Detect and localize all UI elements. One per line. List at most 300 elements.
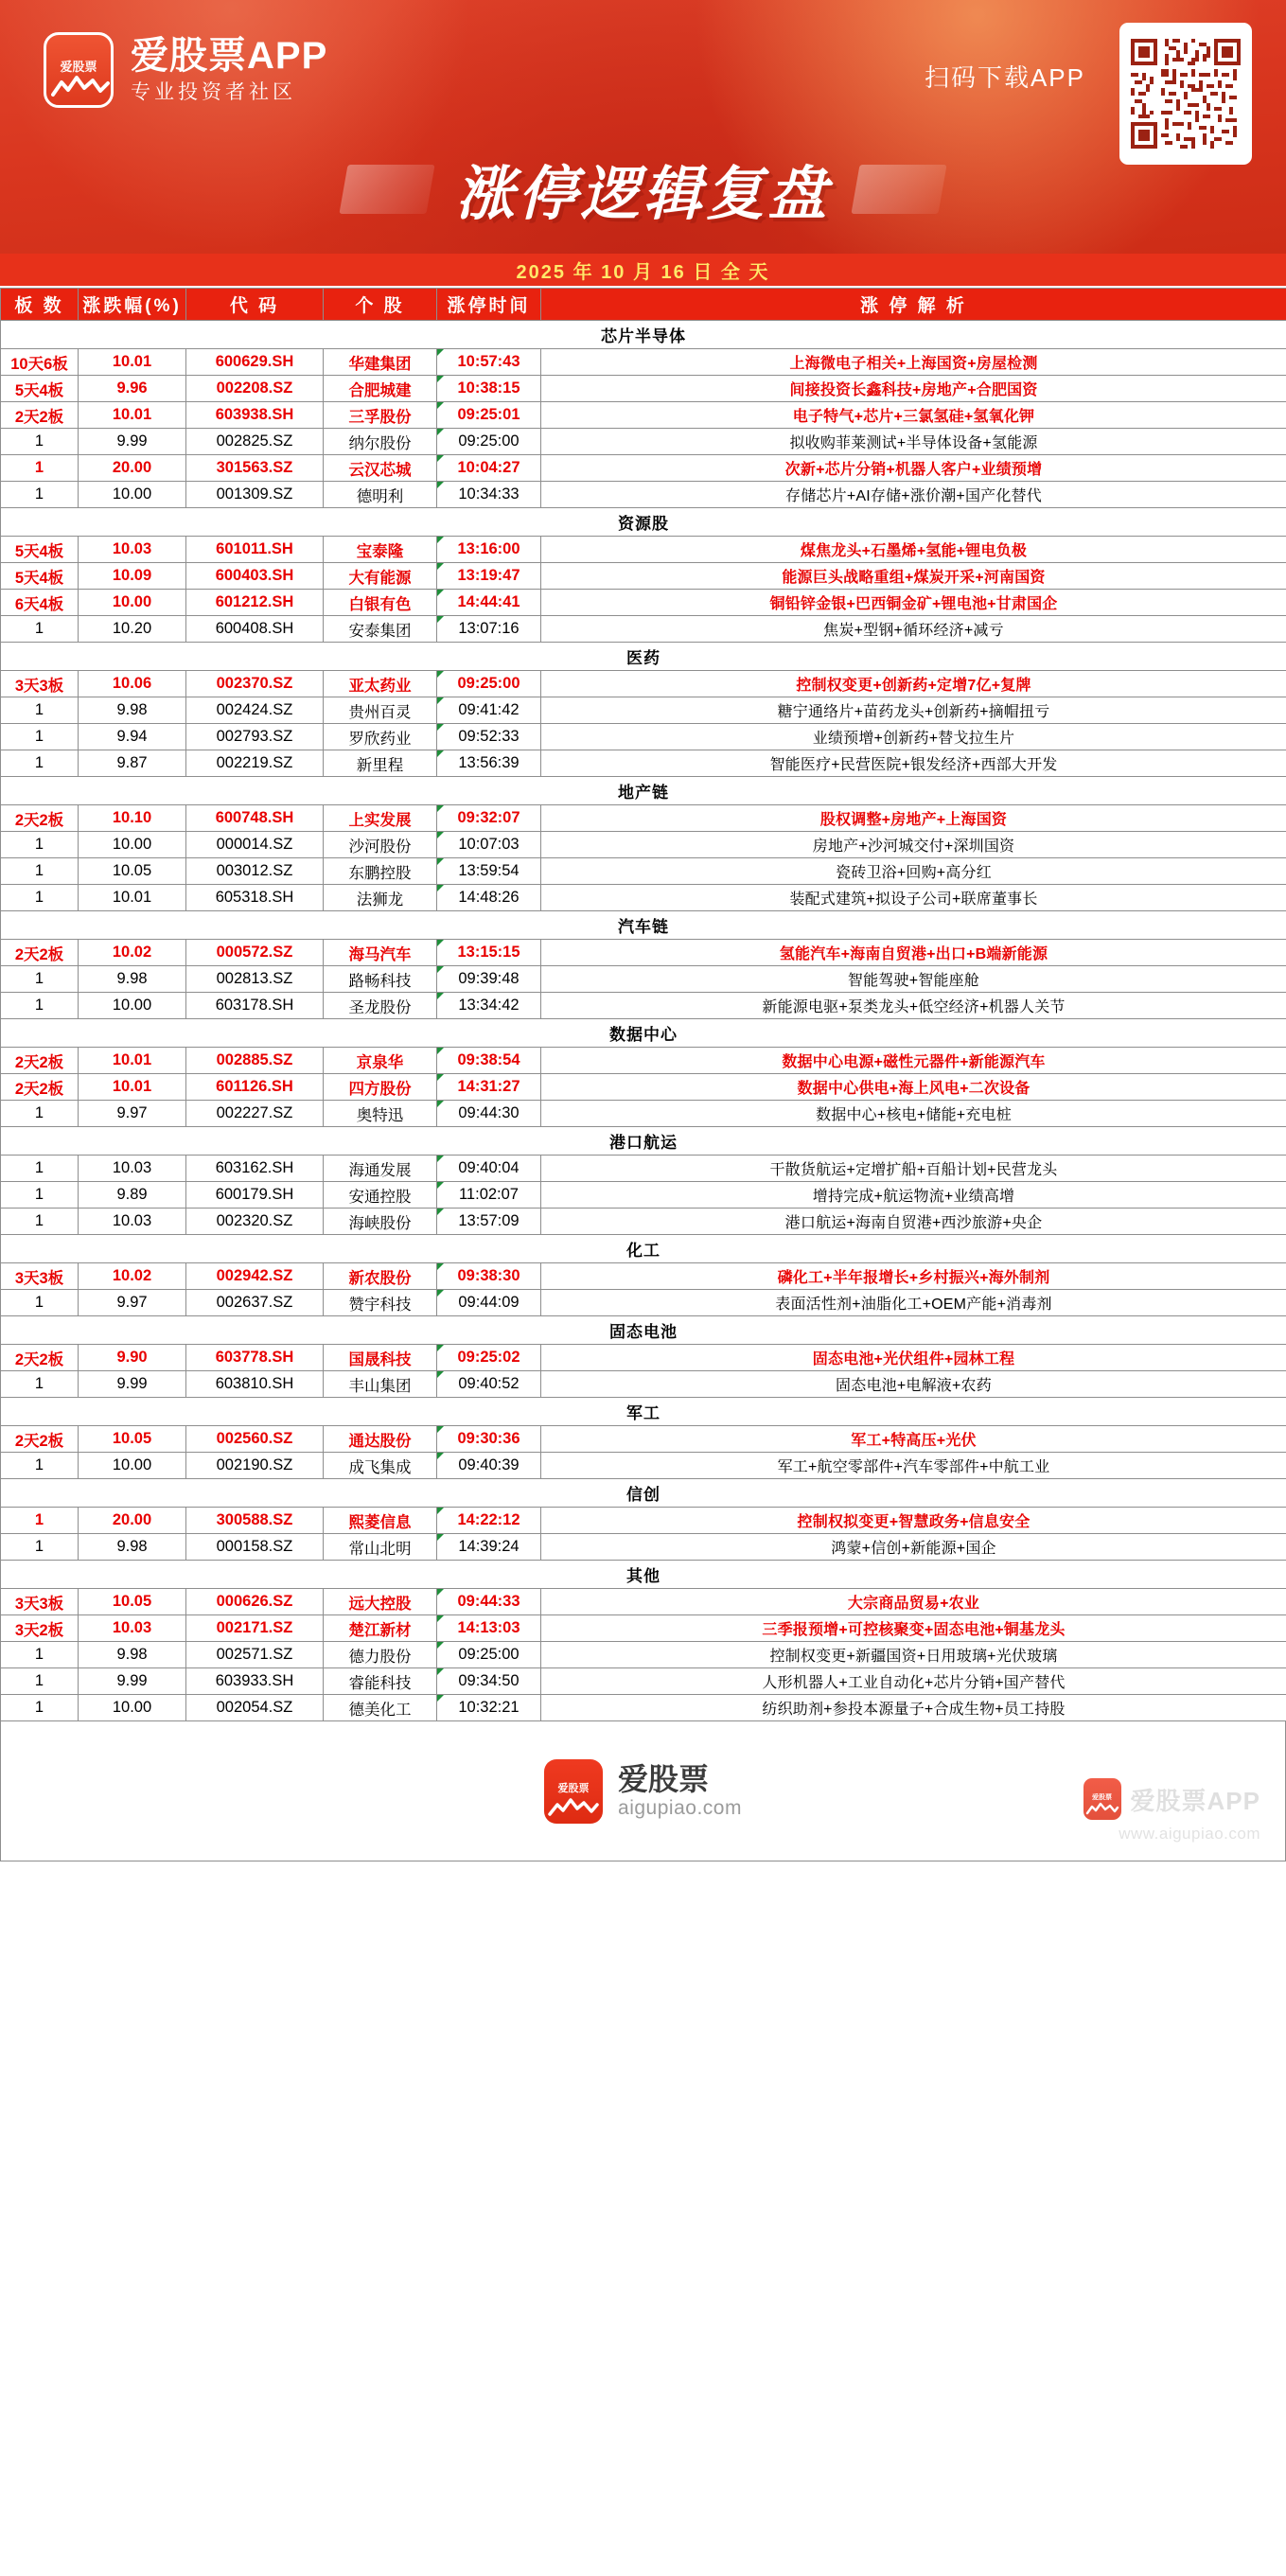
- limit-up-time-cell: 13:34:42: [437, 993, 541, 1019]
- banner-title-text: 涨停逻辑复盘: [455, 162, 831, 227]
- limit-up-reason-cell: 业绩预增+创新药+替戈拉生片: [541, 724, 1286, 750]
- change-percent-cell: 9.89: [79, 1182, 186, 1209]
- col-header-note: 涨 停 解 析: [541, 289, 1286, 321]
- change-percent-cell: 10.05: [79, 858, 186, 885]
- board-count-cell: 1: [1, 482, 79, 508]
- limit-up-reason-cell: 控制权拟变更+智慧政务+信息安全: [541, 1508, 1286, 1534]
- sector-name: 其他: [1, 1561, 1286, 1589]
- board-count-cell: 1: [1, 1101, 79, 1127]
- date-bar-text: 2025 年 10 月 16 日 全 天: [516, 261, 770, 283]
- sector-header-row: [1, 643, 1286, 671]
- table-row[interactable]: [1, 885, 1286, 911]
- change-percent-cell: 10.01: [79, 349, 186, 376]
- limit-up-time-cell: 13:16:00: [437, 537, 541, 563]
- limit-up-time-cell: 09:38:54: [437, 1048, 541, 1074]
- board-count-cell: 1: [1, 1182, 79, 1209]
- change-percent-cell: 9.98: [79, 697, 186, 724]
- sector-header-row: [1, 1235, 1286, 1263]
- table-row[interactable]: [1, 402, 1286, 429]
- board-count-cell: 1: [1, 1209, 79, 1235]
- app-logo-text: 爱股票: [60, 59, 97, 74]
- sector-name: 医药: [1, 643, 1286, 671]
- footer-brand-url: aigupiao.com: [618, 1796, 742, 1819]
- change-percent-cell: 10.01: [79, 885, 186, 911]
- stock-code-cell: 001309.SZ: [186, 482, 324, 508]
- change-percent-cell: 9.94: [79, 724, 186, 750]
- table-row[interactable]: [1, 1615, 1286, 1642]
- limit-up-reason-cell: 糖宁通络片+苗药龙头+创新药+摘帽扭亏: [541, 697, 1286, 724]
- col-header-code: 代 码: [186, 289, 324, 321]
- stock-code-cell: 002942.SZ: [186, 1263, 324, 1290]
- table-row[interactable]: [1, 1290, 1286, 1316]
- limit-up-reason-cell: 拟收购菲莱测试+半导体设备+氢能源: [541, 429, 1286, 455]
- limit-up-time-cell: 14:13:03: [437, 1615, 541, 1642]
- table-row[interactable]: [1, 1182, 1286, 1209]
- board-count-cell: 1: [1, 832, 79, 858]
- limit-up-reason-cell: 数据中心供电+海上风电+二次设备: [541, 1074, 1286, 1101]
- sector-header-row: [1, 1479, 1286, 1508]
- sector-header-row: [1, 1316, 1286, 1345]
- limit-up-reason-cell: 瓷砖卫浴+回购+高分红: [541, 858, 1286, 885]
- stock-name-cell: 丰山集团: [324, 1371, 437, 1398]
- change-percent-cell: 10.03: [79, 1615, 186, 1642]
- stock-code-cell: 002793.SZ: [186, 724, 324, 750]
- stock-name-cell: 合肥城建: [324, 376, 437, 402]
- limit-up-reason-cell: 间接投资长鑫科技+房地产+合肥国资: [541, 376, 1286, 402]
- table-row[interactable]: [1, 1048, 1286, 1074]
- sector-header-row: [1, 1019, 1286, 1048]
- board-count-cell: 1: [1, 858, 79, 885]
- watermark-url: www.aigupiao.com: [1119, 1825, 1260, 1843]
- board-count-cell: 1: [1, 455, 79, 482]
- table-row[interactable]: [1, 1209, 1286, 1235]
- stock-name-cell: 海通发展: [324, 1156, 437, 1182]
- banner-ribbon-right-icon: [851, 165, 946, 214]
- table-row[interactable]: [1, 1642, 1286, 1668]
- board-count-cell: 2天2板: [1, 1048, 79, 1074]
- sector-header-row: [1, 1398, 1286, 1426]
- board-count-cell: 1: [1, 1534, 79, 1561]
- change-percent-cell: 10.00: [79, 993, 186, 1019]
- limit-up-time-cell: 10:04:27: [437, 455, 541, 482]
- board-count-cell: 2天2板: [1, 940, 79, 966]
- table-row[interactable]: [1, 858, 1286, 885]
- change-percent-cell: 9.99: [79, 1668, 186, 1695]
- limit-up-reason-cell: 能源巨头战略重组+煤炭开采+河南国资: [541, 563, 1286, 590]
- board-count-cell: 1: [1, 697, 79, 724]
- limit-up-reason-cell: 焦炭+型钢+循环经济+减亏: [541, 616, 1286, 643]
- stock-code-cell: 002424.SZ: [186, 697, 324, 724]
- change-percent-cell: 9.99: [79, 1371, 186, 1398]
- table-row[interactable]: [1, 724, 1286, 750]
- board-count-cell: 1: [1, 750, 79, 777]
- watermark-row: [1083, 1778, 1260, 1820]
- limit-up-reason-cell: 智能医疗+民营医院+银发经济+西部大开发: [541, 750, 1286, 777]
- stock-code-cell: 002171.SZ: [186, 1615, 324, 1642]
- limit-up-time-cell: 09:52:33: [437, 724, 541, 750]
- table-row[interactable]: [1, 832, 1286, 858]
- limit-up-reason-cell: 煤焦龙头+石墨烯+氢能+锂电负极: [541, 537, 1286, 563]
- stock-name-cell: 睿能科技: [324, 1668, 437, 1695]
- stock-code-cell: 301563.SZ: [186, 455, 324, 482]
- sector-name: 固态电池: [1, 1316, 1286, 1345]
- table-row[interactable]: [1, 1695, 1286, 1721]
- limit-up-reason-cell: 表面活性剂+油脂化工+OEM产能+消毒剂: [541, 1290, 1286, 1316]
- change-percent-cell: 9.97: [79, 1290, 186, 1316]
- change-percent-cell: 9.90: [79, 1345, 186, 1371]
- limit-up-reason-cell: 大宗商品贸易+农业: [541, 1589, 1286, 1615]
- sector-header-row: [1, 1561, 1286, 1589]
- stock-code-cell: 603938.SH: [186, 402, 324, 429]
- sector-header-row: [1, 321, 1286, 349]
- table-row[interactable]: [1, 616, 1286, 643]
- limit-up-time-cell: 09:39:48: [437, 966, 541, 993]
- stock-code-cell: 002571.SZ: [186, 1642, 324, 1668]
- stock-code-cell: 002190.SZ: [186, 1453, 324, 1479]
- change-percent-cell: 10.05: [79, 1589, 186, 1615]
- limit-up-time-cell: 14:39:24: [437, 1534, 541, 1561]
- limit-up-reason-cell: 三季报预增+可控核聚变+固态电池+铜基龙头: [541, 1615, 1286, 1642]
- board-count-cell: 3天3板: [1, 1263, 79, 1290]
- limit-up-reason-cell: 数据中心电源+磁性元器件+新能源汽车: [541, 1048, 1286, 1074]
- change-percent-cell: 10.03: [79, 1156, 186, 1182]
- limit-up-time-cell: 09:25:01: [437, 402, 541, 429]
- qr-code-icon: [1131, 39, 1241, 149]
- app-title-block: [131, 36, 327, 103]
- stock-name-cell: 德美化工: [324, 1695, 437, 1721]
- sector-name: 数据中心: [1, 1019, 1286, 1048]
- stock-name-cell: 四方股份: [324, 1074, 437, 1101]
- app-tagline: 专业投资者社区: [131, 81, 296, 104]
- sector-header-row: [1, 777, 1286, 805]
- date-bar: [0, 254, 1286, 288]
- stock-name-cell: 德力股份: [324, 1642, 437, 1668]
- page-footer: [0, 1721, 1286, 1861]
- change-percent-cell: 10.05: [79, 1426, 186, 1453]
- change-percent-cell: 10.01: [79, 1074, 186, 1101]
- table-row[interactable]: [1, 537, 1286, 563]
- banner-title: [0, 147, 1286, 231]
- table-row[interactable]: [1, 455, 1286, 482]
- board-count-cell: 1: [1, 885, 79, 911]
- change-percent-cell: 9.98: [79, 966, 186, 993]
- board-count-cell: 1: [1, 1290, 79, 1316]
- sector-name: 化工: [1, 1235, 1286, 1263]
- board-count-cell: 3天3板: [1, 1589, 79, 1615]
- stock-code-cell: 002560.SZ: [186, 1426, 324, 1453]
- table-row[interactable]: [1, 993, 1286, 1019]
- limit-up-time-cell: 09:40:39: [437, 1453, 541, 1479]
- stock-code-cell: 002885.SZ: [186, 1048, 324, 1074]
- stock-code-cell: 002370.SZ: [186, 671, 324, 697]
- board-count-cell: 3天3板: [1, 671, 79, 697]
- table-row[interactable]: [1, 482, 1286, 508]
- sector-name: 港口航运: [1, 1127, 1286, 1156]
- stock-name-cell: 新农股份: [324, 1263, 437, 1290]
- board-count-cell: 1: [1, 616, 79, 643]
- table-header: [1, 289, 1286, 321]
- limit-up-reason-cell: 智能驾驶+智能座舱: [541, 966, 1286, 993]
- limit-up-time-cell: 09:40:04: [437, 1156, 541, 1182]
- stock-code-cell: 002208.SZ: [186, 376, 324, 402]
- limit-up-reason-cell: 固态电池+光伏组件+园林工程: [541, 1345, 1286, 1371]
- table-row[interactable]: [1, 966, 1286, 993]
- change-percent-cell: 10.00: [79, 832, 186, 858]
- footer-logo-icon: [544, 1759, 603, 1824]
- stock-name-cell: 华建集团: [324, 349, 437, 376]
- stock-name-cell: 远大控股: [324, 1589, 437, 1615]
- app-brand: [44, 32, 327, 108]
- limit-up-reason-cell: 增持完成+航运物流+业绩高增: [541, 1182, 1286, 1209]
- board-count-cell: 1: [1, 1371, 79, 1398]
- limit-up-time-cell: 13:59:54: [437, 858, 541, 885]
- stock-code-cell: 002054.SZ: [186, 1695, 324, 1721]
- stock-name-cell: 赞宇科技: [324, 1290, 437, 1316]
- limit-up-time-cell: 10:34:33: [437, 482, 541, 508]
- board-count-cell: 1: [1, 1453, 79, 1479]
- sector-name: 军工: [1, 1398, 1286, 1426]
- stock-code-cell: 600179.SH: [186, 1182, 324, 1209]
- stock-name-cell: 海马汽车: [324, 940, 437, 966]
- change-percent-cell: 9.98: [79, 1534, 186, 1561]
- sector-name: 芯片半导体: [1, 321, 1286, 349]
- board-count-cell: 2天2板: [1, 1074, 79, 1101]
- change-percent-cell: 10.00: [79, 590, 186, 616]
- stock-code-cell: 603933.SH: [186, 1668, 324, 1695]
- table-row[interactable]: [1, 1263, 1286, 1290]
- stock-name-cell: 东鹏控股: [324, 858, 437, 885]
- scan-download-label: 扫码下载APP: [924, 63, 1085, 92]
- limit-up-reason-cell: 军工+特高压+光伏: [541, 1426, 1286, 1453]
- change-percent-cell: 9.96: [79, 376, 186, 402]
- stock-code-cell: 300588.SZ: [186, 1508, 324, 1534]
- table-row[interactable]: [1, 563, 1286, 590]
- change-percent-cell: 10.02: [79, 1263, 186, 1290]
- limit-up-reason-cell: 人形机器人+工业自动化+芯片分销+国产替代: [541, 1668, 1286, 1695]
- limit-up-time-cell: 09:25:00: [437, 1642, 541, 1668]
- table-row[interactable]: [1, 1074, 1286, 1101]
- change-percent-cell: 9.99: [79, 429, 186, 455]
- change-percent-cell: 20.00: [79, 1508, 186, 1534]
- stock-code-cell: 000572.SZ: [186, 940, 324, 966]
- stock-name-cell: 纳尔股份: [324, 429, 437, 455]
- board-count-cell: 5天4板: [1, 563, 79, 590]
- change-percent-cell: 10.00: [79, 482, 186, 508]
- board-count-cell: 2天2板: [1, 402, 79, 429]
- table-row[interactable]: [1, 1508, 1286, 1534]
- table-row[interactable]: [1, 590, 1286, 616]
- footer-text-block: [618, 1762, 742, 1820]
- stock-code-cell: 000158.SZ: [186, 1534, 324, 1561]
- sector-name: 信创: [1, 1479, 1286, 1508]
- limit-up-time-cell: 13:56:39: [437, 750, 541, 777]
- change-percent-cell: 10.03: [79, 1209, 186, 1235]
- stock-code-cell: 002219.SZ: [186, 750, 324, 777]
- stock-code-cell: 002813.SZ: [186, 966, 324, 993]
- stock-code-cell: 000626.SZ: [186, 1589, 324, 1615]
- col-header-change: 涨跌幅(%): [79, 289, 186, 321]
- stock-name-cell: 白银有色: [324, 590, 437, 616]
- limit-up-reason-cell: 股权调整+房地产+上海国资: [541, 805, 1286, 832]
- stock-name-cell: 罗欣药业: [324, 724, 437, 750]
- watermark-name: 爱股票APP: [1130, 1786, 1260, 1815]
- footer-logo-text: 爱股票: [557, 1783, 590, 1794]
- change-percent-cell: 10.02: [79, 940, 186, 966]
- change-percent-cell: 10.06: [79, 671, 186, 697]
- stock-name-cell: 大有能源: [324, 563, 437, 590]
- limit-up-time-cell: 09:34:50: [437, 1668, 541, 1695]
- stock-code-cell: 002637.SZ: [186, 1290, 324, 1316]
- board-count-cell: 5天4板: [1, 376, 79, 402]
- limit-up-time-cell: 09:41:42: [437, 697, 541, 724]
- watermark-logo-text: 爱股票: [1092, 1794, 1113, 1801]
- table-row[interactable]: [1, 940, 1286, 966]
- board-count-cell: 6天4板: [1, 590, 79, 616]
- stock-name-cell: 沙河股份: [324, 832, 437, 858]
- table-row[interactable]: [1, 1156, 1286, 1182]
- stock-name-cell: 法狮龙: [324, 885, 437, 911]
- board-count-cell: 2天2板: [1, 1426, 79, 1453]
- stock-code-cell: 003012.SZ: [186, 858, 324, 885]
- stock-code-cell: 002320.SZ: [186, 1209, 324, 1235]
- limit-up-reason-cell: 次新+芯片分销+机器人客户+业绩预增: [541, 455, 1286, 482]
- watermark-logo-icon: [1083, 1778, 1121, 1820]
- board-count-cell: 1: [1, 724, 79, 750]
- limit-up-reason-cell: 存储芯片+AI存储+涨价潮+国产化替代: [541, 482, 1286, 508]
- limit-up-time-cell: 14:22:12: [437, 1508, 541, 1534]
- stock-code-cell: 603162.SH: [186, 1156, 324, 1182]
- table-row[interactable]: [1, 1371, 1286, 1398]
- limit-up-reason-cell: 控制权变更+创新药+定增7亿+复牌: [541, 671, 1286, 697]
- board-count-cell: 1: [1, 429, 79, 455]
- limit-up-time-cell: 09:44:33: [437, 1589, 541, 1615]
- stock-name-cell: 通达股份: [324, 1426, 437, 1453]
- col-header-time: 涨停时间: [437, 289, 541, 321]
- footer-brand-name: 爱股票: [618, 1762, 710, 1797]
- stock-name-cell: 奥特迅: [324, 1101, 437, 1127]
- limit-up-reason-cell: 氢能汽车+海南自贸港+出口+B端新能源: [541, 940, 1286, 966]
- table-row[interactable]: [1, 697, 1286, 724]
- stock-name-cell: 圣龙股份: [324, 993, 437, 1019]
- footer-chart-line-icon: [548, 1797, 599, 1818]
- sector-header-row: [1, 508, 1286, 537]
- sector-header-row: [1, 911, 1286, 940]
- board-count-cell: 5天4板: [1, 537, 79, 563]
- footer-brand: [544, 1759, 742, 1824]
- change-percent-cell: 10.09: [79, 563, 186, 590]
- limit-up-time-cell: 09:40:52: [437, 1371, 541, 1398]
- board-count-cell: 1: [1, 1508, 79, 1534]
- table-row[interactable]: [1, 1101, 1286, 1127]
- table-row[interactable]: [1, 805, 1286, 832]
- stock-name-cell: 楚江新材: [324, 1615, 437, 1642]
- limit-up-time-cell: 10:07:03: [437, 832, 541, 858]
- table-row[interactable]: [1, 429, 1286, 455]
- stock-name-cell: 贵州百灵: [324, 697, 437, 724]
- stock-code-cell: 603778.SH: [186, 1345, 324, 1371]
- stock-name-cell: 德明利: [324, 482, 437, 508]
- table-row[interactable]: [1, 750, 1286, 777]
- limit-up-reason-cell: 干散货航运+定增扩船+百船计划+民营龙头: [541, 1156, 1286, 1182]
- stock-code-cell: 000014.SZ: [186, 832, 324, 858]
- limit-up-time-cell: 13:19:47: [437, 563, 541, 590]
- banner-ribbon-left-icon: [340, 165, 435, 214]
- qr-code[interactable]: [1119, 23, 1252, 165]
- change-percent-cell: 20.00: [79, 455, 186, 482]
- stock-code-cell: 002227.SZ: [186, 1101, 324, 1127]
- change-percent-cell: 10.20: [79, 616, 186, 643]
- page-header: [0, 0, 1286, 254]
- limit-up-reason-cell: 数据中心+核电+储能+充电桩: [541, 1101, 1286, 1127]
- stock-code-cell: 601126.SH: [186, 1074, 324, 1101]
- limit-up-time-cell: 09:30:36: [437, 1426, 541, 1453]
- stock-name-cell: 安通控股: [324, 1182, 437, 1209]
- limit-up-time-cell: 09:25:00: [437, 429, 541, 455]
- limit-up-reason-cell: 房地产+沙河城交付+深圳国资: [541, 832, 1286, 858]
- change-percent-cell: 10.10: [79, 805, 186, 832]
- change-percent-cell: 10.00: [79, 1695, 186, 1721]
- table-row[interactable]: [1, 1453, 1286, 1479]
- board-count-cell: 3天2板: [1, 1615, 79, 1642]
- table-row[interactable]: [1, 1534, 1286, 1561]
- sector-name: 资源股: [1, 508, 1286, 537]
- limit-up-time-cell: 09:44:09: [437, 1290, 541, 1316]
- limit-up-time-cell: 11:02:07: [437, 1182, 541, 1209]
- limit-up-reason-cell: 纺织助剂+参投本源量子+合成生物+员工持股: [541, 1695, 1286, 1721]
- stock-code-cell: 600629.SH: [186, 349, 324, 376]
- table-row[interactable]: [1, 1345, 1286, 1371]
- stock-name-cell: 安泰集团: [324, 616, 437, 643]
- sector-header-row: [1, 1127, 1286, 1156]
- stock-name-cell: 宝泰隆: [324, 537, 437, 563]
- table-row[interactable]: [1, 1426, 1286, 1453]
- limit-up-reason-cell: 铜铅锌金银+巴西铜金矿+锂电池+甘肃国企: [541, 590, 1286, 616]
- stock-name-cell: 新里程: [324, 750, 437, 777]
- table-body: [1, 321, 1286, 1721]
- limit-up-time-cell: 14:44:41: [437, 590, 541, 616]
- board-count-cell: 2天2板: [1, 805, 79, 832]
- col-header-stock: 个 股: [324, 289, 437, 321]
- limit-up-reason-cell: 固态电池+电解液+农药: [541, 1371, 1286, 1398]
- table-row[interactable]: [1, 376, 1286, 402]
- stock-code-cell: 600748.SH: [186, 805, 324, 832]
- table-row[interactable]: [1, 671, 1286, 697]
- change-percent-cell: 10.00: [79, 1453, 186, 1479]
- board-count-cell: 2天2板: [1, 1345, 79, 1371]
- board-count-cell: 1: [1, 1156, 79, 1182]
- board-count-cell: 1: [1, 1642, 79, 1668]
- stock-name-cell: 云汉芯城: [324, 455, 437, 482]
- change-percent-cell: 9.98: [79, 1642, 186, 1668]
- limit-up-table: [0, 288, 1286, 1721]
- app-logo-icon: [44, 32, 114, 108]
- limit-up-time-cell: 09:32:07: [437, 805, 541, 832]
- sector-name: 地产链: [1, 777, 1286, 805]
- table-row[interactable]: [1, 349, 1286, 376]
- board-count-cell: 1: [1, 1695, 79, 1721]
- table-row[interactable]: [1, 1589, 1286, 1615]
- limit-up-reason-cell: 控制权变更+新疆国资+日用玻璃+光伏玻璃: [541, 1642, 1286, 1668]
- limit-up-time-cell: 13:15:15: [437, 940, 541, 966]
- table-row[interactable]: [1, 1668, 1286, 1695]
- limit-up-time-cell: 09:25:02: [437, 1345, 541, 1371]
- limit-up-reason-cell: 上海微电子相关+上海国资+房屋检测: [541, 349, 1286, 376]
- limit-up-reason-cell: 电子特气+芯片+三氯氢硅+氢氧化钾: [541, 402, 1286, 429]
- watermark-chart-line-icon: [1085, 1802, 1119, 1816]
- stock-name-cell: 熙菱信息: [324, 1508, 437, 1534]
- stock-name-cell: 路畅科技: [324, 966, 437, 993]
- stock-code-cell: 603810.SH: [186, 1371, 324, 1398]
